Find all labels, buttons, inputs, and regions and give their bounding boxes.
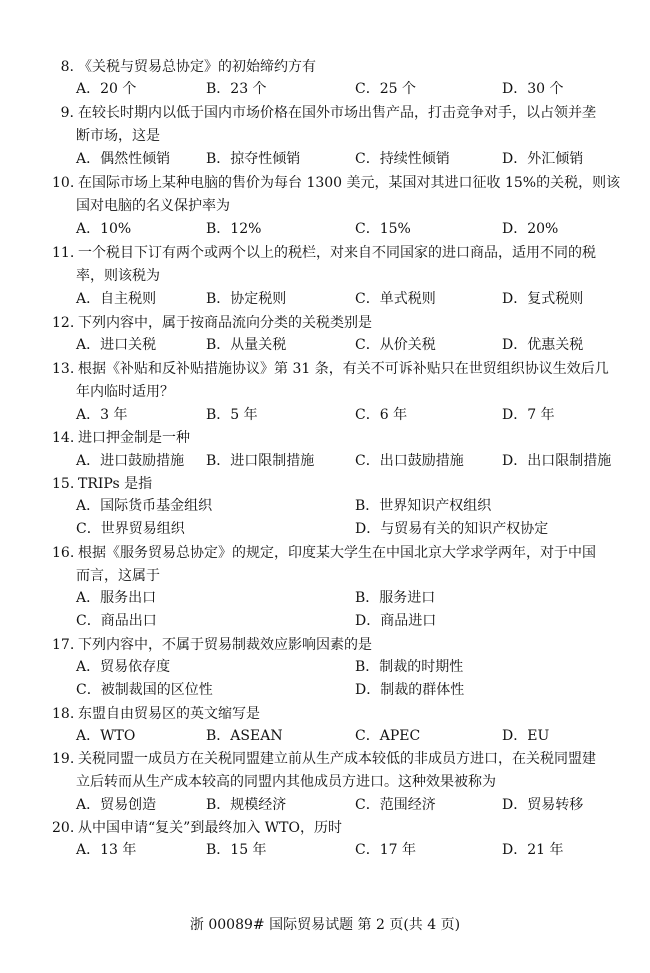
question-text: TRIPs 是指 [78,476,153,492]
question-number: 16. [52,545,75,561]
answer-option: D．出口限制措施 [502,453,612,469]
question-text: 《关税与贸易总协定》的初始缔约方有 [78,59,316,75]
question-text: 进口押金制是一种 [78,430,190,446]
answer-option: A．进口关税 [76,337,157,353]
answer-option: A．WTO [76,728,136,744]
answer-option: C．6 年 [355,407,408,423]
question-text: 一个税目下订有两个或两个以上的税栏，对来自不同国家的进口商品，适用不同的税 [78,245,596,261]
question-text: 关税同盟一成员方在关税同盟建立前从生产成本较低的非成员方进口，在关税同盟建 [78,751,596,767]
answer-option: B．进口限制措施 [206,453,315,469]
question-text: 断市场，这是 [76,128,160,144]
question-number: 10. [52,175,75,191]
question-stem [52,705,260,723]
question-number: 8. [60,59,74,75]
question-number: 9. [60,105,74,121]
page-footer: 浙 00089# 国际贸易试题 第 2 页(共 4 页) [189,917,461,933]
question-text: 年内临时适用？ [76,384,174,400]
answer-option: C．APEC [355,728,421,744]
answer-option: D．21 年 [502,842,564,858]
question-number: 19. [52,751,75,767]
answer-option: D．贸易转移 [502,797,584,813]
answer-option: D．30 个 [502,81,564,97]
answer-option: A．国际货币基金组织 [76,498,213,514]
question-text: 下列内容中，属于按商品流向分类的关税类别是 [78,315,372,331]
answer-option: C．25 个 [355,81,416,97]
question-stem [52,475,152,493]
question-stem-continued [76,197,230,215]
answer-option: B．规模经济 [206,797,287,813]
answer-option: C．从价关税 [355,337,436,353]
question-stem [52,636,372,654]
answer-option: C．范围经济 [355,797,436,813]
question-number: 13. [52,361,75,377]
answer-option: D．复式税则 [502,291,584,307]
answer-option: D．商品进口 [355,613,437,629]
question-number: 14. [52,430,75,446]
answer-option: A．偶然性倾销 [76,151,171,167]
answer-option: C．持续性倾销 [355,151,450,167]
question-text: 国对电脑的名义保护率为 [76,198,230,214]
question-text: 从中国申请“复关”到最终加入 WTO，历时 [78,820,342,836]
question-stem-continued [76,267,160,285]
answer-option: A．进口鼓励措施 [76,453,185,469]
answer-option: A．贸易创造 [76,797,157,813]
answer-option: B．协定税则 [206,291,287,307]
question-text: 在国际市场上某种电脑的售价为每台 1300 美元，某国对其进口征收 15%的关税，则该 [78,175,621,191]
question-stem [52,58,316,76]
question-number: 17. [52,637,75,653]
question-stem [52,819,342,837]
answer-option: A．10% [76,221,132,237]
question-stem-continued [76,567,160,585]
question-stem [52,314,372,332]
answer-option: A．3 年 [76,407,128,423]
answer-option: A．自主税则 [76,291,157,307]
question-stem-continued [76,127,160,145]
question-number: 11. [52,245,75,261]
question-number: 12. [52,315,75,331]
question-text: 下列内容中，不属于贸易制裁效应影响因素的是 [78,637,372,653]
answer-option: B．5 年 [206,407,258,423]
answer-option: B．ASEAN [206,728,283,744]
answer-option: C．世界贸易组织 [76,521,185,537]
question-text: 根据《补贴和反补贴措施协议》第 31 条，有关不可诉补贴只在世贸组织协议生效后几 [78,361,609,377]
question-text: 率，则该税为 [76,268,160,284]
answer-option: A．贸易依存度 [76,659,171,675]
answer-option: D．7 年 [502,407,555,423]
question-stem [52,544,596,562]
answer-option: D．EU [502,728,550,744]
answer-option: B．12% [206,221,262,237]
question-stem [52,174,620,192]
question-stem [52,429,190,447]
answer-option: C．15% [355,221,411,237]
question-stem [52,104,596,122]
question-text: 在较长时期内以低于国内市场价格在国外市场出售产品，打击竞争对手，以占领并垄 [78,105,596,121]
answer-option: B．掠夺性倾销 [206,151,301,167]
answer-option: A．服务出口 [76,590,157,606]
answer-option: C．单式税则 [355,291,436,307]
question-text: 而言，这属于 [76,568,160,584]
answer-option: B．从量关税 [206,337,287,353]
answer-option: D．优惠关税 [502,337,584,353]
answer-option: C．被制裁国的区位性 [76,682,213,698]
answer-option: D．与贸易有关的知识产权协定 [355,521,549,537]
question-text: 根据《服务贸易总协定》的规定，印度某大学生在中国北京大学求学两年，对于中国 [78,545,596,561]
question-stem [52,750,596,768]
question-number: 15. [52,476,75,492]
answer-option: A．13 年 [76,842,137,858]
answer-option: B．23 个 [206,81,267,97]
question-stem [52,360,609,378]
answer-option: D．制裁的群体性 [355,682,465,698]
question-number: 20. [52,820,75,836]
answer-option: B．制裁的时期性 [355,659,464,675]
answer-option: B．服务进口 [355,590,436,606]
question-stem [52,244,596,262]
answer-option: C．商品出口 [76,613,157,629]
answer-option: C．出口鼓励措施 [355,453,464,469]
answer-option: D．20% [502,221,559,237]
question-number: 18. [52,706,75,722]
question-text: 东盟自由贸易区的英文缩写是 [78,706,260,722]
question-stem-continued [76,383,174,401]
answer-option: D．外汇倾销 [502,151,584,167]
answer-option: B．15 年 [206,842,267,858]
answer-option: B．世界知识产权组织 [355,498,492,514]
answer-option: A．20 个 [76,81,137,97]
question-text: 立后转而从生产成本较高的同盟内其他成员方进口。这种效果被称为 [76,774,496,790]
answer-option: C．17 年 [355,842,416,858]
question-stem-continued [76,773,496,791]
